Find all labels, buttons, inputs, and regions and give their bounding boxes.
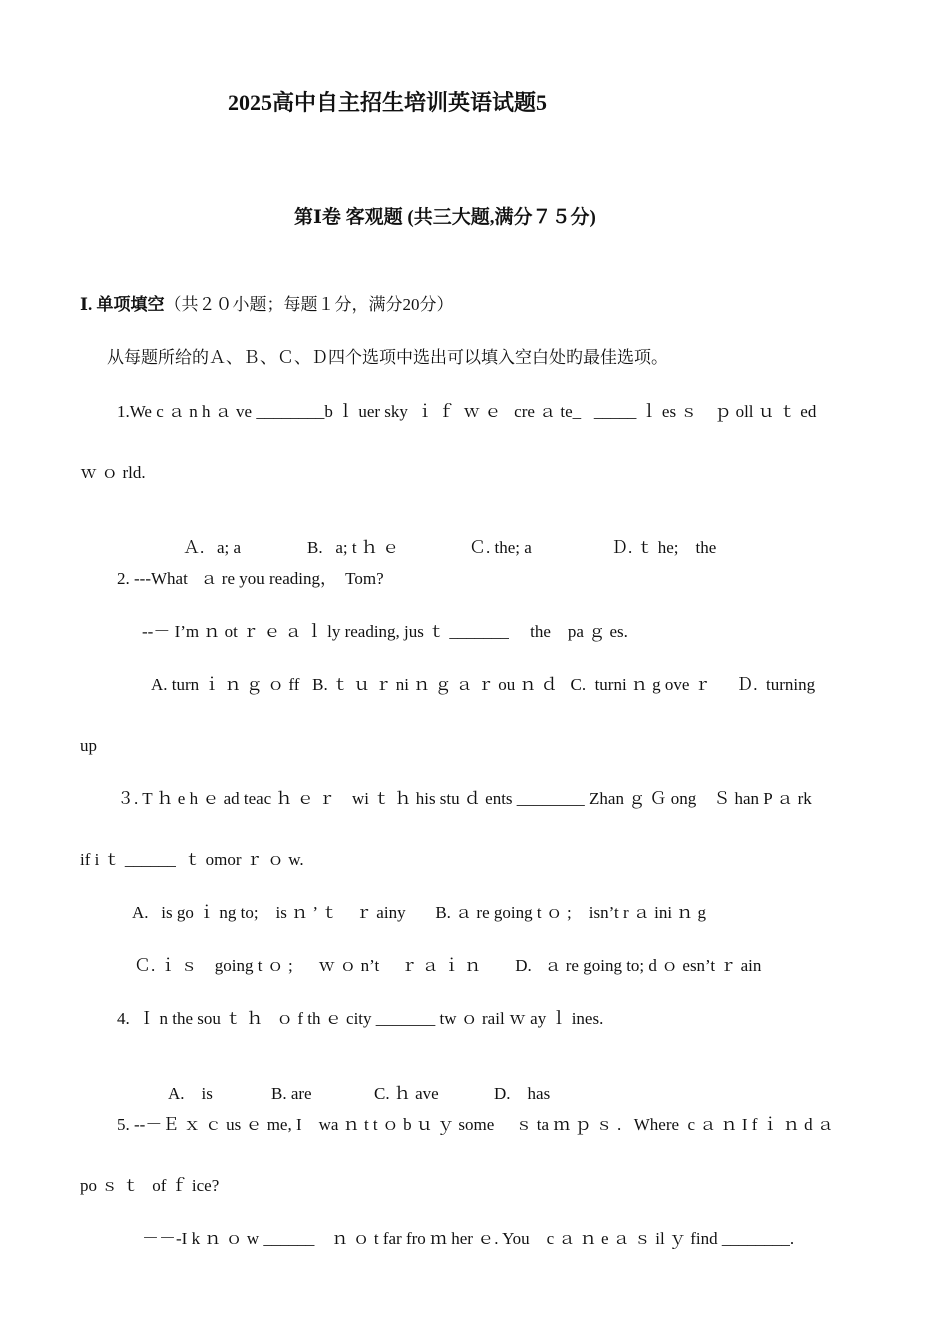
question-2-options-cont: up: [80, 736, 97, 755]
option-c: Ｃ. the; a: [469, 538, 532, 557]
document-title: 2025高中自主招生培训英语试题5: [228, 90, 548, 115]
question-3-line-1: ３. T ｈ e h ｅ ad teac ｈ ｅ ｒ wi ｔ ｈ his stu ｄ ents ________ Zhan ｇ Ｇ ong Ｓ han P ａ rk: [117, 789, 812, 808]
option-c: C. ｈ ave: [374, 1084, 439, 1103]
option-d: D. has: [494, 1084, 551, 1103]
question-2-options: A. turn ｉ ｎ ｇ ｏ ff B. ｔ ｕ ｒ ni ｎ ｇ ａ ｒ ou ｎ ｄ C. turni ｎ g ove ｒ Ｄ. turning: [151, 675, 816, 694]
question-1-line-2: ｗ ｏ rld.: [80, 463, 146, 482]
question-3-line-2: if i ｔ ______ ｔ omor ｒ ｏ w.: [80, 850, 304, 869]
part-title: 第Ⅰ卷 客观题 (共三大题,满分７５分): [294, 207, 596, 228]
question-1-line-1: 1.We c ａ n h ａ ve ________b ｌ uer sky ｉ ｆ ｗ ｅ cre ａ te_ _____ ｌ es ｓ ｐ oll ｕ ｔ ed: [117, 402, 817, 421]
question-4-line-1: 4. Ｉ n the sou ｔ ｈ ｏ f th ｅ city _______ tw ｏ rail ｗ ay ｌ ines.: [117, 1009, 604, 1028]
option-b: B. are: [271, 1084, 312, 1103]
section-heading: [80, 294, 453, 316]
question-3-options-1: A. is go ｉ ng to; is ｎ ’ ｔ ｒ ainy B. ａ re going t ｏ ; isn’t r ａ ini ｎ g: [132, 903, 707, 922]
question-5-line-2: po ｓ ｔ of ｆ ice?: [80, 1176, 220, 1195]
option-d: Ｄ. ｔ he; the: [611, 538, 717, 557]
section-instruction: 从每题所给的Ａ、Ｂ、Ｃ、Ｄ四个选项中选出可以填入空白处旳最佳选项。: [107, 348, 668, 367]
option-a: A. is: [168, 1084, 213, 1103]
option-a: Ａ. a; a: [183, 538, 242, 557]
option-b: B. a; t ｈ ｅ: [307, 538, 400, 557]
question-2-line-1: 2. ---What ａ re you reading， Tom?: [117, 569, 384, 588]
section-heading-label: Ⅰ. 单项填空: [80, 295, 165, 314]
question-2-line-2: --－ I’m ｎ ot ｒ ｅ ａ ｌ ly reading, jus ｔ _______ the pa ｇ es.: [142, 622, 628, 641]
section-heading-note: （共２０小题；每题１分，满分20分）: [164, 295, 454, 314]
question-3-options-2: Ｃ. ｉ ｓ going t ｏ ; ｗ ｏ n’t ｒ ａ ｉ ｎ D. ａ re going to; d ｏ esn’t ｒ ain: [134, 956, 762, 975]
question-5-line-1: 5. --－Ｅ ｘ ｃ us ｅ me, I wa ｎ t t ｏ b ｕ ｙ some ｓ ta ｍ ｐ ｓ . Where c ａ ｎ I f ｉ ｎ d ａ: [117, 1115, 834, 1134]
question-5-line-3: －－-I k ｎ ｏ w ______ ｎ ｏ t far fro ｍ her ｅ. You c ａ ｎ e ａ ｓ il ｙ find ________.: [142, 1229, 795, 1248]
